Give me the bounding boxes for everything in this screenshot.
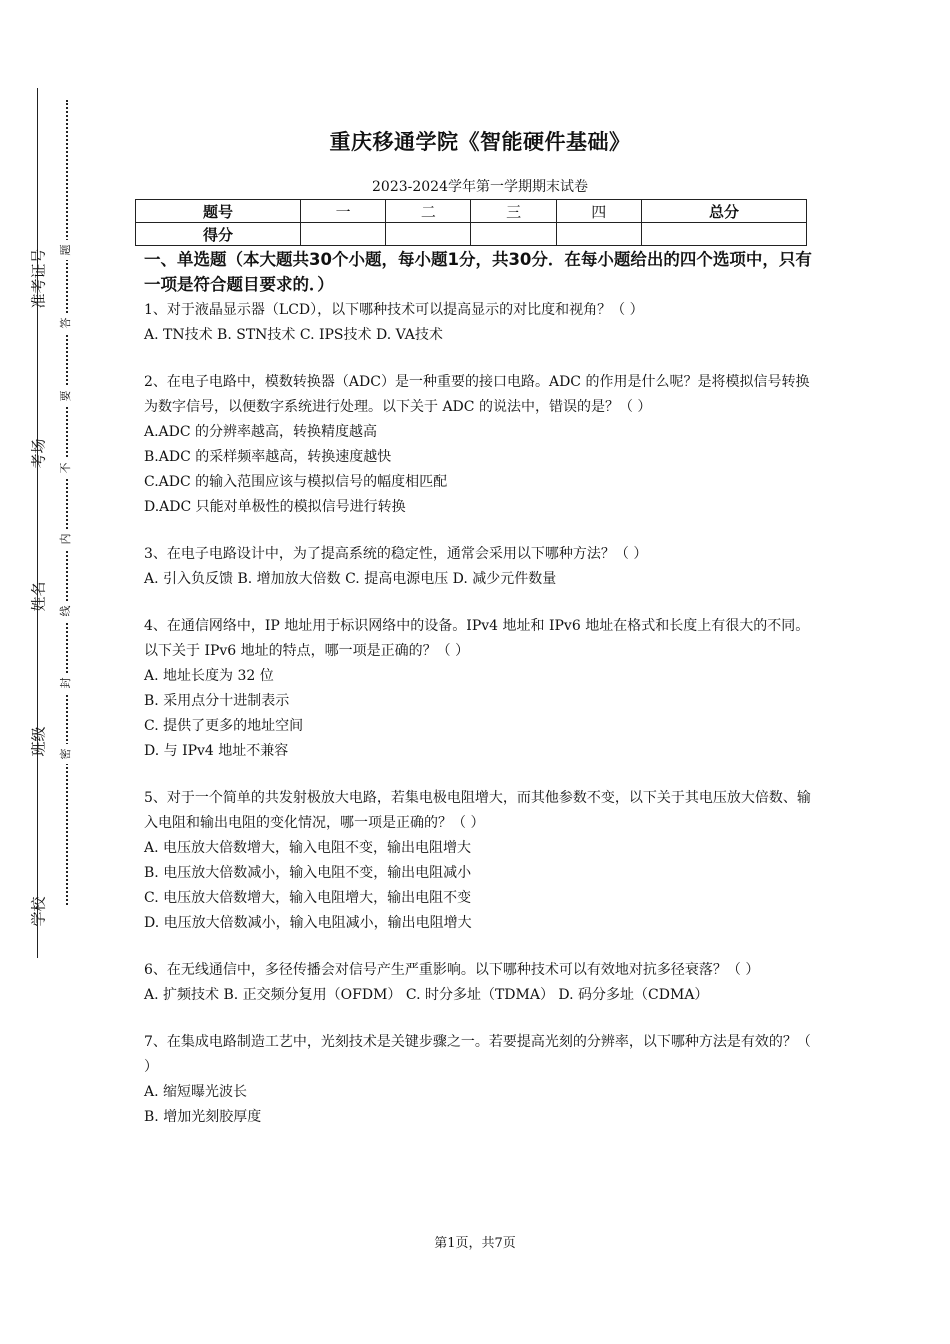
seal-char: 封	[59, 673, 73, 693]
question-stem: 1、对于液晶显示器（LCD），以下哪种技术可以提高显示的对比度和视角？（ ）	[144, 302, 644, 318]
binding-margin	[0, 0, 110, 1344]
label-class: 班级	[29, 726, 48, 757]
question	[144, 786, 816, 936]
question-stem: 4、在通信网络中，IP 地址用于标识网络中的设备。IPv4 地址和 IPv6 地址在格式和长度上有很大的不同。以下关于 IPv6 地址的特点，哪一项是正确的？（ ）	[144, 618, 810, 659]
score-cell-blank	[641, 223, 806, 246]
question-option: A.ADC 的分辨率越高，转换精度越高	[144, 424, 378, 440]
question	[144, 298, 816, 348]
question-option: C. 提供了更多的地址空间	[144, 718, 304, 734]
question	[144, 370, 816, 520]
label-exam-room: 考场	[29, 438, 48, 469]
question	[144, 958, 816, 1008]
question-option: B. 电压放大倍数减小，输入电阻不变，输出电阻减小	[144, 865, 472, 881]
question-options: A. 扩频技术 B. 正交频分复用（OFDM） C. 时分多址（TDMA） D. 码分多址（CDMA）	[144, 987, 709, 1003]
question-stem: 2、在电子电路中，模数转换器（ADC）是一种重要的接口电路。ADC 的作用是什么呢？是将模拟信号转换为数字信号，以便数字系统进行处理。以下关于 ADC 的说法中，错误的是？（ ）	[144, 374, 810, 415]
question-option: B.ADC 的采样频率越高，转换速度越快	[144, 449, 392, 465]
exam-subtitle: 2023-2024学年第一学期期末试卷	[372, 179, 588, 195]
section-heading: 一、单选题（本大题共30个小题，每小题1分，共30分．在每小题给出的四个选项中，只有一项是符合题目要求的．）	[144, 250, 812, 294]
question-option: A. 地址长度为 32 位	[144, 668, 274, 684]
score-cell: 二	[386, 200, 471, 223]
score-table-header-row	[136, 200, 807, 223]
question	[144, 542, 816, 592]
score-cell: 四	[556, 200, 641, 223]
label-exam-id: 准考证号	[29, 248, 48, 309]
label-name: 姓名	[29, 581, 48, 612]
score-cell-blank	[301, 223, 386, 246]
seal-char: 答	[59, 313, 73, 333]
score-cell: 一	[301, 200, 386, 223]
question-stem: 3、在电子电路设计中，为了提高系统的稳定性，通常会采用以下哪种方法？（ ）	[144, 546, 648, 562]
question	[144, 1030, 816, 1130]
seal-char: 密	[59, 744, 73, 764]
question-option: D. 电压放大倍数减小，输入电阻减小，输出电阻增大	[144, 915, 472, 931]
score-cell: 三	[471, 200, 556, 223]
score-cell-blank	[471, 223, 556, 246]
question-stem: 7、在集成电路制造工艺中，光刻技术是关键步骤之一。若要提高光刻的分辨率，以下哪种方法是有效的？（ ）	[144, 1034, 811, 1075]
question-options: A. TN技术 B. STN技术 C. IPS技术 D. VA技术	[144, 327, 443, 343]
question-option: D. 与 IPv4 地址不兼容	[144, 743, 289, 759]
seal-dotted-line	[66, 100, 68, 905]
seal-char: 线	[59, 601, 73, 621]
seal-char: 内	[59, 529, 73, 549]
score-table	[135, 199, 807, 246]
page-footer: 第1页，共7页	[434, 1236, 516, 1251]
seal-char: 要	[59, 386, 73, 406]
question-stem: 6、在无线通信中，多径传播会对信号产生严重影响。以下哪种技术可以有效地对抗多径衰落？（ ）	[144, 962, 760, 978]
score-cell-blank	[556, 223, 641, 246]
question	[144, 614, 816, 764]
question-option: A. 电压放大倍数增大，输入电阻不变，输出电阻增大	[144, 840, 472, 856]
seal-char: 题	[59, 240, 73, 260]
question-option: C.ADC 的输入范围应该与模拟信号的幅度相匹配	[144, 474, 448, 490]
question-option: B. 增加光刻胶厚度	[144, 1109, 262, 1125]
score-table-score-row	[136, 223, 807, 246]
question-option: B. 采用点分十进制表示	[144, 693, 290, 709]
score-cell-total: 总分	[641, 200, 806, 223]
exam-title: 重庆移通学院《智能硬件基础》	[329, 130, 631, 154]
question-options: A. 引入负反馈 B. 增加放大倍数 C. 提高电源电压 D. 减少元件数量	[144, 571, 557, 587]
label-school: 学校	[29, 896, 48, 927]
exam-content	[144, 126, 816, 1130]
question-option: A. 缩短曝光波长	[144, 1084, 248, 1100]
question-stem: 5、对于一个简单的共发射极放大电路，若集电极电阻增大，而其他参数不变，以下关于其电压放大倍数、输入电阻和输出电阻的变化情况，哪一项是正确的？（ ）	[144, 790, 811, 831]
fill-in-line	[37, 88, 38, 958]
score-cell-label: 题号	[136, 200, 301, 223]
score-cell-blank	[386, 223, 471, 246]
question-option: C. 电压放大倍数增大，输入电阻增大，输出电阻不变	[144, 890, 472, 906]
score-cell-label: 得分	[136, 223, 301, 246]
seal-char: 不	[59, 458, 73, 478]
question-option: D.ADC 只能对单极性的模拟信号进行转换	[144, 499, 406, 515]
